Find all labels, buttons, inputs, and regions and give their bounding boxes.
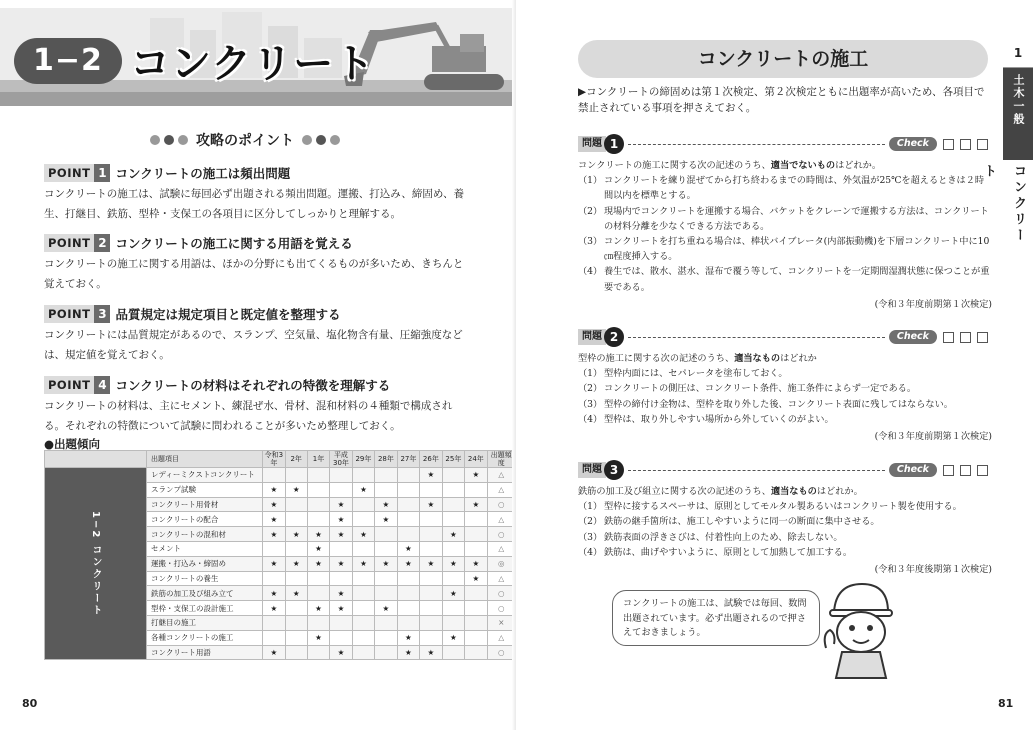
table-mark bbox=[330, 615, 352, 630]
strategy-heading-row bbox=[150, 130, 360, 150]
table-mark bbox=[307, 512, 329, 527]
chapter-number: 1−2 bbox=[14, 38, 122, 84]
table-mark: ★ bbox=[352, 527, 374, 542]
table-mark: ★ bbox=[263, 586, 285, 601]
table-mark: ★ bbox=[285, 482, 307, 497]
point-title: コンクリートの施工に関する用語を覚える bbox=[115, 236, 353, 251]
table-mark: ★ bbox=[420, 556, 442, 571]
header-year: 平成30年 bbox=[330, 451, 352, 468]
table-mark bbox=[307, 468, 329, 483]
table-mark bbox=[330, 630, 352, 645]
trend-table-body bbox=[45, 468, 516, 660]
header-year: 25年 bbox=[442, 451, 464, 468]
table-mark bbox=[352, 586, 374, 601]
question-label: 問題 bbox=[578, 136, 606, 152]
point-number: 2 bbox=[94, 234, 110, 252]
option: （4） 養生では、散水、湛水、湿布で覆う等して、コンクリートを一定期間湿潤状態に保つことが重要である。 bbox=[578, 266, 990, 293]
table-mark bbox=[285, 571, 307, 586]
header-year: 27年 bbox=[397, 451, 419, 468]
table-mark bbox=[330, 571, 352, 586]
table-mark: ★ bbox=[330, 512, 352, 527]
table-mark bbox=[352, 571, 374, 586]
trend-table bbox=[44, 450, 516, 660]
question-label: 問題 bbox=[578, 462, 606, 478]
table-row bbox=[45, 468, 516, 483]
table-frequency: ○ bbox=[487, 645, 515, 660]
table-mark bbox=[307, 586, 329, 601]
point-label: POINT bbox=[44, 376, 94, 394]
table-item: 運搬・打込み・締固め bbox=[147, 556, 263, 571]
table-mark bbox=[285, 541, 307, 556]
table-mark bbox=[352, 541, 374, 556]
table-mark: ★ bbox=[397, 556, 419, 571]
strategy-heading: 攻略のポイント bbox=[196, 133, 294, 149]
side-header-blank bbox=[45, 451, 147, 468]
table-mark bbox=[352, 512, 374, 527]
table-mark: ★ bbox=[307, 556, 329, 571]
table-mark bbox=[307, 645, 329, 660]
table-item: コンクリートの養生 bbox=[147, 571, 263, 586]
table-mark bbox=[375, 468, 397, 483]
question-number: 1 bbox=[604, 134, 624, 154]
table-frequency: ○ bbox=[487, 586, 515, 601]
table-mark bbox=[375, 615, 397, 630]
option: （3） コンクリートを打ち重ねる場合は、棒状バイブレータ(内部振動機)を下層コンクリート中に10㎝程度挿入する。 bbox=[578, 236, 990, 263]
table-mark bbox=[375, 645, 397, 660]
table-mark bbox=[307, 571, 329, 586]
point-title: コンクリートの施工は頻出問題 bbox=[115, 166, 291, 181]
dashed-rule bbox=[628, 144, 885, 145]
check-box[interactable] bbox=[943, 465, 954, 476]
table-mark: ★ bbox=[263, 556, 285, 571]
table-mark bbox=[465, 482, 487, 497]
table-mark bbox=[352, 630, 374, 645]
point-1 bbox=[44, 164, 464, 224]
table-mark bbox=[285, 601, 307, 616]
table-frequency: × bbox=[487, 615, 515, 630]
table-item: スランプ試験 bbox=[147, 482, 263, 497]
table-mark: ★ bbox=[263, 645, 285, 660]
table-frequency: ◎ bbox=[487, 556, 515, 571]
header-frequency: 出題頻度 bbox=[487, 451, 515, 468]
table-item: レディーミクストコンクリート bbox=[147, 468, 263, 483]
table-mark bbox=[397, 497, 419, 512]
table-mark bbox=[420, 541, 442, 556]
question-3-header bbox=[578, 460, 988, 480]
table-item: コンクリートの混和材 bbox=[147, 527, 263, 542]
table-mark: ★ bbox=[397, 645, 419, 660]
header-year: 1年 bbox=[307, 451, 329, 468]
table-mark bbox=[285, 645, 307, 660]
table-item: セメント bbox=[147, 541, 263, 556]
worker-mascot-icon bbox=[820, 578, 900, 680]
header-year: 26年 bbox=[420, 451, 442, 468]
point-4 bbox=[44, 376, 464, 436]
table-mark bbox=[307, 497, 329, 512]
table-mark bbox=[442, 512, 464, 527]
table-mark bbox=[397, 468, 419, 483]
table-mark: ★ bbox=[307, 541, 329, 556]
table-frequency: △ bbox=[487, 571, 515, 586]
table-item: コンクリート用語 bbox=[147, 645, 263, 660]
table-mark bbox=[285, 468, 307, 483]
table-mark: ★ bbox=[330, 586, 352, 601]
side-tab-category: 土木一般 bbox=[1003, 68, 1033, 160]
table-mark: ★ bbox=[285, 586, 307, 601]
question-source: (令和３年度前期第１次検定) bbox=[874, 431, 992, 443]
table-mark: ★ bbox=[352, 482, 374, 497]
side-tab-number: 1 bbox=[1003, 40, 1033, 68]
question-source: (令和３年度後期第１次検定) bbox=[874, 564, 992, 576]
table-mark: ★ bbox=[330, 527, 352, 542]
table-mark bbox=[397, 615, 419, 630]
dashed-rule bbox=[628, 337, 885, 338]
option: （1） 型枠内面には、セパレータを塗布しておく。 bbox=[578, 368, 788, 380]
check-box[interactable] bbox=[943, 139, 954, 150]
question-3 bbox=[578, 484, 992, 577]
table-mark bbox=[465, 630, 487, 645]
table-mark: ★ bbox=[285, 527, 307, 542]
check-box[interactable] bbox=[977, 332, 988, 343]
check-box[interactable] bbox=[977, 139, 988, 150]
table-item: 型枠・支保工の設計施工 bbox=[147, 601, 263, 616]
check-badge: Check bbox=[889, 330, 937, 344]
table-mark bbox=[465, 586, 487, 601]
table-mark bbox=[307, 482, 329, 497]
point-body: コンクリートの施工は、試験に毎回必ず出題される頻出問題。運搬、打込み、締固め、養生、打継目、鉄筋、型枠・支保工の各項目に区分してしっかりと理解する。 bbox=[44, 188, 464, 220]
table-mark: ★ bbox=[330, 556, 352, 571]
table-mark: ★ bbox=[330, 601, 352, 616]
table-mark bbox=[420, 482, 442, 497]
point-number: 3 bbox=[94, 305, 110, 323]
chapter-header bbox=[0, 8, 516, 106]
point-body: コンクリートの材料は、主にセメント、練混ぜ水、骨材、混和材料の４種類で構成される。それぞれの特徴について試験に問われることが多いため整理しておく。 bbox=[44, 400, 453, 432]
table-mark: ★ bbox=[442, 527, 464, 542]
option: （3） 鉄筋表面の浮きさびは、付着性向上のため、除去しない。 bbox=[578, 531, 843, 543]
point-number: 1 bbox=[94, 164, 110, 182]
chapter-title: コンクリート bbox=[130, 41, 376, 87]
question-stem: 型枠の施工に関する次の記述のうち、適当なものはどれか bbox=[578, 353, 817, 364]
table-mark: ★ bbox=[420, 497, 442, 512]
table-mark bbox=[375, 586, 397, 601]
header-item: 出題項目 bbox=[147, 451, 263, 468]
table-mark bbox=[285, 512, 307, 527]
table-item: 打継目の施工 bbox=[147, 615, 263, 630]
table-item: コンクリート用骨材 bbox=[147, 497, 263, 512]
table-frequency: △ bbox=[487, 630, 515, 645]
table-mark bbox=[397, 527, 419, 542]
table-mark bbox=[420, 601, 442, 616]
table-mark: ★ bbox=[442, 586, 464, 601]
table-item: 鉄筋の加工及び組み立て bbox=[147, 586, 263, 601]
header-year: 令和3年 bbox=[264, 451, 284, 467]
speech-bubble: コンクリートの施工は、試験では毎回、数問出題されています。必ず出題されるので押さえておきましょう。 bbox=[612, 590, 820, 646]
table-mark: ★ bbox=[352, 556, 374, 571]
table-frequency: ○ bbox=[487, 497, 515, 512]
check-box[interactable] bbox=[960, 139, 971, 150]
table-mark bbox=[397, 571, 419, 586]
table-mark bbox=[285, 615, 307, 630]
table-side-label: 1−2 コンクリート bbox=[45, 468, 147, 660]
table-mark bbox=[263, 541, 285, 556]
table-mark: ★ bbox=[285, 556, 307, 571]
point-label: POINT bbox=[44, 234, 94, 252]
check-box[interactable] bbox=[960, 465, 971, 476]
table-mark: ★ bbox=[375, 497, 397, 512]
table-mark bbox=[442, 541, 464, 556]
question-stem: 鉄筋の加工及び組立に関する次の記述のうち、適当なものはどれか。 bbox=[578, 486, 863, 497]
table-mark bbox=[420, 586, 442, 601]
table-mark bbox=[352, 645, 374, 660]
table-mark: ★ bbox=[307, 630, 329, 645]
table-frequency: △ bbox=[487, 482, 515, 497]
table-mark: ★ bbox=[263, 497, 285, 512]
table-mark bbox=[420, 571, 442, 586]
left-page bbox=[0, 0, 516, 730]
table-mark: ★ bbox=[420, 468, 442, 483]
table-frequency: ○ bbox=[487, 601, 515, 616]
trend-table-header bbox=[45, 451, 516, 468]
table-mark bbox=[465, 512, 487, 527]
option: （2） コンクリートの側圧は、コンクリート条件、施工条件によらず一定である。 bbox=[578, 383, 917, 395]
table-mark bbox=[330, 541, 352, 556]
table-mark bbox=[397, 601, 419, 616]
point-2 bbox=[44, 234, 464, 294]
table-mark bbox=[263, 630, 285, 645]
table-mark bbox=[285, 497, 307, 512]
table-mark bbox=[330, 482, 352, 497]
table-frequency: △ bbox=[487, 512, 515, 527]
table-mark bbox=[465, 601, 487, 616]
table-mark bbox=[442, 468, 464, 483]
point-title: コンクリートの材料はそれぞれの特徴を理解する bbox=[115, 378, 391, 393]
table-mark bbox=[465, 645, 487, 660]
table-mark: ★ bbox=[263, 482, 285, 497]
question-label: 問題 bbox=[578, 329, 606, 345]
table-mark: ★ bbox=[375, 601, 397, 616]
table-mark: ★ bbox=[263, 512, 285, 527]
chapter-side-tab bbox=[981, 40, 1033, 250]
table-mark bbox=[397, 512, 419, 527]
table-mark: ★ bbox=[263, 527, 285, 542]
question-1 bbox=[578, 158, 992, 312]
header-year: 28年 bbox=[375, 451, 397, 468]
table-mark bbox=[375, 541, 397, 556]
question-2 bbox=[578, 351, 992, 444]
check-box[interactable] bbox=[960, 332, 971, 343]
table-mark: ★ bbox=[307, 527, 329, 542]
table-mark bbox=[375, 571, 397, 586]
table-mark bbox=[442, 601, 464, 616]
table-mark: ★ bbox=[397, 541, 419, 556]
table-mark bbox=[263, 468, 285, 483]
question-number: 3 bbox=[604, 460, 624, 480]
option: （3） 型枠の締付け金物は、型枠を取り外した後、コンクリート表面に残してはならない。 bbox=[578, 398, 953, 410]
option: （1） コンクリートを練り混ぜてから打ち終わるまでの時間は、外気温が25℃を超えるときは２時間以内を標準とする。 bbox=[578, 175, 985, 202]
section-intro: ▶コンクリートの締固めは第１次検定、第２次検定ともに出題率が高いため、各項目で禁止されている事項を押さえておく。 bbox=[578, 86, 985, 114]
table-mark: ★ bbox=[442, 630, 464, 645]
table-mark bbox=[375, 527, 397, 542]
table-mark bbox=[465, 541, 487, 556]
table-mark bbox=[263, 615, 285, 630]
table-mark bbox=[307, 615, 329, 630]
header-year: 24年 bbox=[465, 451, 487, 468]
table-mark bbox=[442, 615, 464, 630]
table-mark: ★ bbox=[375, 556, 397, 571]
question-1-header bbox=[578, 134, 988, 154]
table-mark: ★ bbox=[330, 645, 352, 660]
table-mark bbox=[420, 512, 442, 527]
option: （4） 型枠は、取り外しやすい場所から外していくのがよい。 bbox=[578, 413, 834, 425]
point-body: コンクリートの施工に関する用語は、ほかの分野にも出てくるものが多いため、きちんと覚えておく。 bbox=[44, 258, 464, 290]
point-body: コンクリートには品質規定があるので、スランプ、空気量、塩化物含有量、圧縮強度などは、規定値を覚えておく。 bbox=[44, 329, 463, 361]
dashed-rule bbox=[628, 470, 885, 471]
table-mark: ★ bbox=[307, 601, 329, 616]
table-mark: ★ bbox=[465, 556, 487, 571]
point-number: 4 bbox=[94, 376, 110, 394]
point-3 bbox=[44, 305, 464, 365]
table-frequency: △ bbox=[487, 468, 515, 483]
table-mark bbox=[420, 527, 442, 542]
table-mark: ★ bbox=[263, 601, 285, 616]
question-number: 2 bbox=[604, 327, 624, 347]
table-item: 各種コンクリートの施工 bbox=[147, 630, 263, 645]
point-label: POINT bbox=[44, 164, 94, 182]
page-number-right: 81 bbox=[998, 697, 1014, 710]
table-mark bbox=[442, 497, 464, 512]
table-mark bbox=[397, 586, 419, 601]
option: （2） 鉄筋の継手箇所は、施工しやすいように同一の断面に集中させる。 bbox=[578, 516, 880, 528]
question-source: (令和３年度前期第１次検定) bbox=[874, 298, 992, 310]
decorative-dots-left bbox=[150, 135, 188, 145]
point-label: POINT bbox=[44, 305, 94, 323]
table-mark bbox=[352, 615, 374, 630]
decorative-dots-right bbox=[302, 135, 340, 145]
table-mark bbox=[465, 615, 487, 630]
table-mark bbox=[465, 527, 487, 542]
check-box[interactable] bbox=[977, 465, 988, 476]
table-mark: ★ bbox=[375, 512, 397, 527]
table-mark bbox=[352, 468, 374, 483]
check-box[interactable] bbox=[943, 332, 954, 343]
table-mark: ★ bbox=[420, 645, 442, 660]
table-mark: ★ bbox=[465, 468, 487, 483]
table-frequency: △ bbox=[487, 541, 515, 556]
table-mark: ★ bbox=[397, 630, 419, 645]
point-title: 品質規定は規定項目と既定値を整理する bbox=[115, 307, 341, 322]
table-mark bbox=[352, 497, 374, 512]
table-mark bbox=[352, 601, 374, 616]
table-mark bbox=[263, 571, 285, 586]
section-title: コンクリートの施工 bbox=[578, 40, 988, 78]
table-mark bbox=[442, 571, 464, 586]
page-number-left: 80 bbox=[22, 697, 38, 710]
check-badge: Check bbox=[889, 463, 937, 477]
table-mark: ★ bbox=[442, 556, 464, 571]
question-2-header bbox=[578, 327, 988, 347]
table-frequency: ○ bbox=[487, 527, 515, 542]
option: （2） 現場内でコンクリートを運搬する場合、バケットをクレーンで運搬する方法は、コンクリートの材料分離を少なくできる方法である。 bbox=[578, 205, 989, 232]
table-mark bbox=[375, 482, 397, 497]
table-mark bbox=[285, 630, 307, 645]
check-badge: Check bbox=[889, 137, 937, 151]
table-mark bbox=[375, 630, 397, 645]
table-mark bbox=[442, 482, 464, 497]
header-year: 29年 bbox=[352, 451, 374, 468]
header-year: 2年 bbox=[285, 451, 307, 468]
table-mark bbox=[420, 630, 442, 645]
table-item: コンクリートの配合 bbox=[147, 512, 263, 527]
table-mark bbox=[397, 482, 419, 497]
table-mark: ★ bbox=[465, 571, 487, 586]
trend-title: ●出題傾向 bbox=[44, 437, 101, 451]
table-mark bbox=[442, 645, 464, 660]
option: （4） 鉄筋は、曲げやすいように、原則として加熱して加工する。 bbox=[578, 546, 853, 558]
table-mark bbox=[420, 615, 442, 630]
table-mark: ★ bbox=[330, 497, 352, 512]
side-tab-topic: コンクリート bbox=[981, 164, 1026, 244]
table-mark bbox=[330, 468, 352, 483]
question-stem: コンクリートの施工に関する次の記述のうち、適当でないものはどれか。 bbox=[578, 160, 882, 171]
table-mark: ★ bbox=[465, 497, 487, 512]
option: （1） 型枠に接するスペーサは、原則としてモルタル製あるいはコンクリート製を使用する。 bbox=[578, 501, 962, 513]
